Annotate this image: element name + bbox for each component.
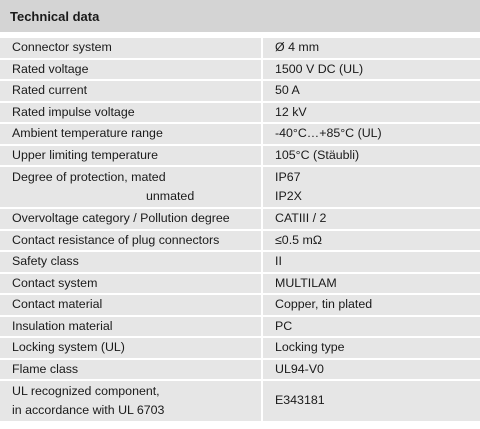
row-value: E343181 [275, 393, 325, 408]
row-value: MULTILAM [275, 275, 337, 290]
row-value: CATIII / 2 [275, 211, 327, 226]
row-value: 1500 V DC (UL) [275, 61, 364, 76]
row-label-line: in accordance with UL 6703 [12, 403, 165, 417]
row-value: PC [275, 318, 293, 333]
row-label: Ambient temperature range [0, 124, 263, 144]
spec-table [0, 38, 480, 423]
row-value: -40°C…+85°C (UL) [275, 126, 382, 141]
row-label: Rated voltage [0, 60, 263, 80]
table-row [0, 103, 480, 125]
row-value: 12 kV [275, 104, 307, 119]
row-label: Locking system (UL) [0, 338, 263, 358]
table-row [0, 231, 480, 253]
row-label: Flame class [0, 360, 263, 380]
row-label: Contact material [0, 295, 263, 315]
row-label: Safety class [0, 252, 263, 272]
row-label-line: unmated [146, 189, 195, 203]
row-label: Insulation material [0, 317, 263, 337]
table-row [0, 381, 480, 423]
row-label: Upper limiting temperature [0, 146, 263, 166]
row-value: 105°C (Stäubli) [275, 147, 360, 162]
row-value: Copper, tin plated [275, 297, 373, 312]
table-row [0, 167, 480, 209]
row-label: Overvoltage category / Pollution degree [0, 209, 263, 229]
table-row [0, 209, 480, 231]
row-value: II [275, 254, 282, 269]
row-label-line: UL recognized component, [12, 383, 160, 398]
table-row [0, 338, 480, 360]
table-row [0, 124, 480, 146]
table-row [0, 38, 480, 60]
table-row [0, 295, 480, 317]
table-row [0, 274, 480, 296]
row-label: Contact resistance of plug connectors [0, 231, 263, 251]
row-label [0, 167, 263, 207]
page-title: Technical data [10, 8, 100, 24]
table-row [0, 60, 480, 82]
table-row [0, 146, 480, 168]
row-value: Locking type [275, 340, 345, 355]
row-value: UL94-V0 [275, 361, 324, 376]
table-header [0, 0, 480, 34]
row-label: Rated impulse voltage [0, 103, 263, 123]
table-row [0, 81, 480, 103]
row-value-line: IP2X [275, 189, 302, 203]
table-row [0, 360, 480, 382]
row-value [263, 167, 480, 207]
row-label: Contact system [0, 274, 263, 294]
row-value-line: IP67 [275, 169, 301, 184]
row-label [0, 381, 263, 421]
row-label: Rated current [0, 81, 263, 101]
row-value: 50 A [275, 83, 300, 98]
table-row [0, 252, 480, 274]
row-label-line: Degree of protection, mated [12, 169, 166, 184]
row-value: ≤0.5 mΩ [275, 232, 323, 247]
row-value: Ø 4 mm [275, 40, 320, 55]
table-row [0, 317, 480, 339]
row-label: Connector system [0, 38, 263, 58]
